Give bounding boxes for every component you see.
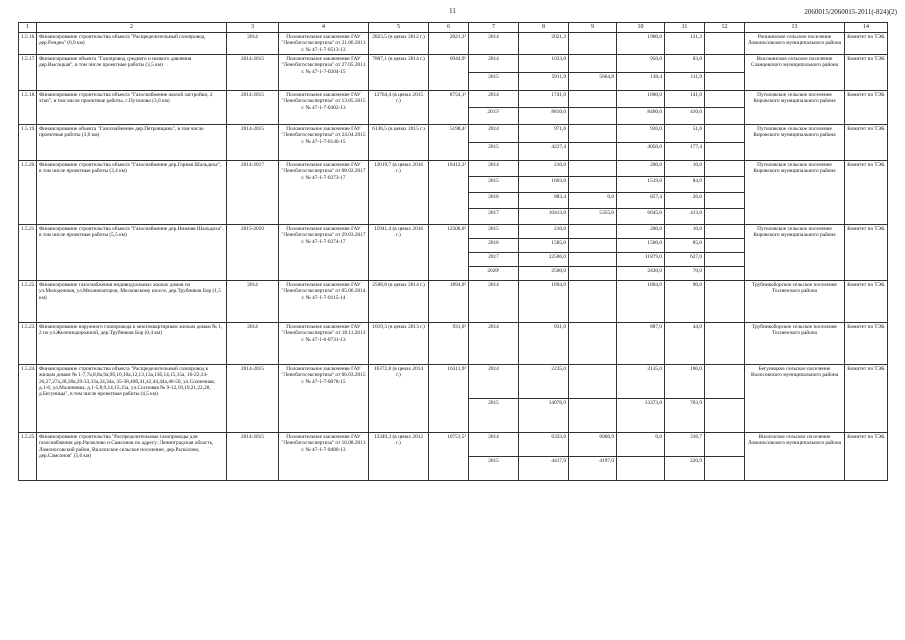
total-cell: 971,0 (519, 125, 569, 143)
local-cell: 90,0 (665, 281, 705, 323)
column-header: 1 (19, 23, 37, 33)
item-name: Финансирование строительства объекта "Распределительный газопровод к жилым домам № 1-7,7а,8,8а,9а,9б,10,10а,12,13,13а,13б,14,15,15а, 16-22,24-26,27,27а,28,28а,29-33,33а,34,34а, 35-38,40б,41,42,44,44а,46-50, ул.Солнечная, д.1-6, ул.Малиновка, д.1-5,8,9,14,15,15а, ул.Сосновая № 9-12,18,19,21,22,28, д.Бегуницы", в том числе проектные работы (4,5 км) (37, 365, 227, 433)
table-row (19, 161, 888, 177)
year-cell: 2014 (469, 365, 519, 399)
item-remaining-cost: 10751,5² (429, 433, 469, 481)
total-cell: 883,4 (519, 193, 569, 209)
total-cell: 210,0 (519, 161, 569, 177)
other-cell (705, 33, 745, 55)
regional-cell: 4050,0 (617, 143, 665, 161)
document-id: 2060015/2060015-2011(-824)(2) (804, 8, 897, 16)
total-cell: 1603,0 (519, 177, 569, 193)
total-cell: 4417,9 (519, 457, 569, 481)
total-cell: 1033,0 (519, 55, 569, 73)
item-organization: Комитет по ТЭК (845, 161, 888, 225)
year-cell: 2015 (469, 399, 519, 433)
federal-cell (569, 267, 617, 281)
regional-cell: 2135,0 (617, 365, 665, 399)
item-remaining-cost: 5198,4² (429, 125, 469, 161)
regional-cell: 1900,0 (617, 33, 665, 55)
year-cell: 2015 (469, 143, 519, 161)
item-remaining-cost: 10412,3² (429, 161, 469, 225)
column-header: 3 (227, 23, 279, 33)
item-recipient: Ропшинское сельское поселение Ломоносовского муниципального района (745, 33, 845, 55)
item-remaining-cost: 1894,0² (429, 281, 469, 323)
total-cell: 210,0 (519, 225, 569, 239)
other-cell (705, 365, 745, 399)
federal-cell (569, 91, 617, 108)
item-recipient: Путиловское сельское поселение Кировского муниципального района (745, 161, 845, 225)
regional-cell: 200,0 (617, 225, 665, 239)
item-name: Финансирование наружного газопровода к многоквартирным жилым домам № 1, 2 по ул.Железнодорожной, дер.Трубников Бор (0,4 км) (37, 323, 227, 365)
total-cell: 8810,0 (519, 108, 569, 125)
item-name: Финансирование объекта "Газоснабжение дер.Петровщина", в том числе проектные работы (3,0 км) (37, 125, 227, 161)
item-organization: Комитет по ТЭК (845, 225, 888, 281)
other-cell (705, 267, 745, 281)
regional-cell: 138,4 (617, 73, 665, 91)
item-remaining-cost: 6944,9² (429, 55, 469, 91)
item-expertise: Положительное заключение ГАУ "Леноблгосэкспертиза" от 21.06.2013 г. № 47-1-7-0513-13 (279, 33, 369, 55)
item-organization: Комитет по ТЭК (845, 281, 888, 323)
item-estimated-cost: 7807,1 (в ценах 2014 г.) (369, 55, 429, 91)
table-row (19, 91, 888, 108)
item-remaining-cost: 12506,0² (429, 225, 469, 281)
item-expertise: Положительное заключение ГАУ "Леноблгосэкспертиза" от 13.05.2015 г. № 47-1-7-0402-13 (279, 91, 369, 125)
federal-cell (569, 143, 617, 161)
item-name: Финансирование строительства объекта "Газоснабжение дер.Нижняя Шальдиха", в том числе проектные работы (5,5 км) (37, 225, 227, 281)
local-cell: 316,7 (665, 433, 705, 457)
total-cell: 2235,0 (519, 365, 569, 399)
total-cell: 10413,0 (519, 209, 569, 225)
regional-cell: 200,0 (617, 161, 665, 177)
local-cell: 410,0 (665, 108, 705, 125)
year-cell: 2017 (469, 253, 519, 267)
local-cell: 121,3 (665, 33, 705, 55)
total-cell: 2021,3 (519, 33, 569, 55)
local-cell: 100,0 (665, 365, 705, 399)
table-row (19, 125, 888, 143)
item-organization: Комитет по ТЭК (845, 33, 888, 55)
year-cell: 2017 (469, 209, 519, 225)
other-cell (705, 253, 745, 267)
other-cell (705, 193, 745, 209)
item-number: 1.5.21. (19, 225, 37, 281)
federal-cell: 0,0 (569, 193, 617, 209)
table-row (19, 225, 888, 239)
item-organization: Комитет по ТЭК (845, 55, 888, 91)
item-expertise: Положительное заключение ГАУ "Леноблгосэкспертиза" от 05.06.2014 г. № 47-1-7-0115-14 (279, 281, 369, 323)
item-expertise: Положительное заключение ГАУ "Леноблгосэкспертиза" от 18.11.2013 г. № 47-1-6-0731-13 (279, 323, 369, 365)
item-estimated-cost: 13349,3 (в ценах 2012 г.) (369, 433, 429, 481)
other-cell (705, 73, 745, 91)
item-name: Финансирование газоснабжения индивидуальных жилых домов по ул.Молодежная, ул.Механизаторов, Московскому шоссе, дер.Трубников Бор (1,5 км) (37, 281, 227, 323)
other-cell (705, 281, 745, 323)
regional-cell: 1519,0 (617, 177, 665, 193)
total-cell: 931,0 (519, 323, 569, 365)
column-header: 14 (845, 23, 888, 33)
item-number: 1.5.25. (19, 433, 37, 481)
federal-cell (569, 177, 617, 193)
federal-cell (569, 55, 617, 73)
item-number: 1.5.20. (19, 161, 37, 225)
total-cell: 6333,6 (519, 433, 569, 457)
item-recipient: Высокинское сельское поселение Сланцевского муниципального района (745, 55, 845, 91)
year-cell: 2014 (469, 281, 519, 323)
local-cell: 141,0 (665, 91, 705, 108)
header-row (19, 23, 888, 33)
year-cell: 2015 (469, 177, 519, 193)
year-cell: 2014 (469, 55, 519, 73)
item-organization: Комитет по ТЭК (845, 433, 888, 481)
column-header: 9 (569, 23, 617, 33)
federal-cell (569, 281, 617, 323)
item-number: 1.5.23. (19, 323, 37, 365)
other-cell (705, 433, 745, 457)
column-header: 13 (745, 23, 845, 33)
local-cell: 111,9 (665, 73, 705, 91)
item-recipient: Бегуницкое сельское поселение Волосовского муниципального района (745, 365, 845, 433)
total-cell: 2500,0 (519, 267, 569, 281)
local-cell: 627,0 (665, 253, 705, 267)
regional-cell: 857,4 (617, 193, 665, 209)
item-estimated-cost: 1019,3 (в ценах 2013 г.) (369, 323, 429, 365)
federal-cell: 6066,9 (569, 433, 617, 457)
local-cell: 703,9 (665, 399, 705, 433)
item-estimated-cost: 6136,5 (в ценах 2015 г.) (369, 125, 429, 161)
column-header: 7 (469, 23, 519, 33)
regional-cell: 6645,0 (617, 209, 665, 225)
item-number: 1.5.19. (19, 125, 37, 161)
other-cell (705, 323, 745, 365)
item-number: 1.5.16. (19, 33, 37, 55)
regional-cell: 1500,0 (617, 239, 665, 253)
regional-cell (617, 457, 665, 481)
year-cell: 2016 (469, 239, 519, 253)
regional-cell: 1804,0 (617, 281, 665, 323)
item-organization: Комитет по ТЭК (845, 323, 888, 365)
local-cell: 220,9 (665, 457, 705, 481)
item-period: 2014 (227, 281, 279, 323)
item-estimated-cost: 2508,8 (в ценах 2014 г.) (369, 281, 429, 323)
local-cell: 84,0 (665, 177, 705, 193)
item-period: 2014-2015 (227, 433, 279, 481)
item-expertise: Положительное заключение ГАУ "Леноблгосэкспертиза" от 24.04.2015 г. № 47-1-7-0146-15 (279, 125, 369, 161)
item-estimated-cost: 2823,5 (в ценах 2012 г.) (369, 33, 429, 55)
local-cell: 83,0 (665, 55, 705, 73)
year-cell: 2015 (469, 73, 519, 91)
federal-cell (569, 399, 617, 433)
year-cell: 2014 (469, 33, 519, 55)
item-recipient: Путиловское сельское поселение Кировского муниципального района (745, 125, 845, 161)
year-cell: 2014 (469, 125, 519, 143)
year-cell: 2015¹ (469, 108, 519, 125)
regional-cell: 1600,0 (617, 91, 665, 108)
column-header: 8 (519, 23, 569, 33)
item-organization: Комитет по ТЭК (845, 365, 888, 433)
regional-cell: 0,0 (617, 433, 665, 457)
other-cell (705, 239, 745, 253)
other-cell (705, 108, 745, 125)
column-header: 11 (665, 23, 705, 33)
table-row (19, 323, 888, 365)
total-cell: 12506,0 (519, 253, 569, 267)
item-estimated-cost: 12764,4 (в ценах 2015 г.) (369, 91, 429, 125)
item-period: 2014-2015 (227, 55, 279, 91)
other-cell (705, 161, 745, 177)
item-expertise: Положительное заключение ГАУ "Леноблгосэкспертиза" от 08.02.2017 г. № 47-1-7-0273-17 (279, 161, 369, 225)
total-cell: 1894,0 (519, 281, 569, 323)
item-number: 1.5.18. (19, 91, 37, 125)
other-cell (705, 457, 745, 481)
local-cell: 44,0 (665, 323, 705, 365)
page-number: 11 (449, 7, 456, 15)
federal-cell (569, 365, 617, 399)
table-row (19, 33, 888, 55)
regional-cell: 11879,0 (617, 253, 665, 267)
year-cell: 2016 (469, 193, 519, 209)
regional-cell: 8400,0 (617, 108, 665, 125)
other-cell (705, 91, 745, 108)
item-remaining-cost: 8754,1² (429, 91, 469, 125)
item-expertise: Положительное заключение ГАУ "Леноблгосэкспертиза" от 06.03.2015 г. № 47-1-7-0078-15 (279, 365, 369, 433)
other-cell (705, 177, 745, 193)
year-cell: 2020¹ (469, 267, 519, 281)
regional-cell: 887,0 (617, 323, 665, 365)
regional-cell: 13373,0 (617, 399, 665, 433)
item-recipient: Трубникоборское сельское поселение Тосненского района (745, 281, 845, 323)
item-estimated-cost: 16372,8 (в ценах 2014 г.) (369, 365, 429, 433)
local-cell: 26,0 (665, 193, 705, 209)
federal-cell (569, 323, 617, 365)
year-cell: 2014 (469, 433, 519, 457)
federal-cell (569, 225, 617, 239)
item-recipient: Путиловское сельское поселение Кировского муниципального района (745, 225, 845, 281)
item-number: 1.5.22. (19, 281, 37, 323)
item-name: Финансирование строительства "Распределительные газопроводы для газоснабжения дер.Расколово и Самсонов по адресу: Ленинградская область, Ломоносовский район, Виллозское сельское поселение, дер.Расколово, дер.Самсонов" (5,6 км) (37, 433, 227, 481)
item-period: 2015-2020 (227, 225, 279, 281)
column-header: 4 (279, 23, 369, 33)
item-remaining-cost: 2021,3² (429, 33, 469, 55)
item-period: 2014 (227, 33, 279, 55)
program-table (18, 22, 888, 481)
item-period: 2014-2015 (227, 125, 279, 161)
other-cell (705, 143, 745, 161)
year-cell: 2015 (469, 225, 519, 239)
local-cell: 177,4 (665, 143, 705, 161)
column-header: 5 (369, 23, 429, 33)
item-name: Финансирование строительства объекта "Распределительный газопровод, дер.Рондеа" (0,9 км) (37, 33, 227, 55)
item-remaining-cost: 16311,9² (429, 365, 469, 433)
local-cell: 10,0 (665, 225, 705, 239)
local-cell: 70,0 (665, 267, 705, 281)
local-cell: 10,0 (665, 161, 705, 177)
item-period: 2014 (227, 323, 279, 365)
item-expertise: Положительное заключение ГАУ "Леноблгосэкспертиза" от 27.05.2013 г. № 47-1-7-0204-15 (279, 55, 369, 91)
federal-cell (569, 108, 617, 125)
local-cell: 51,0 (665, 125, 705, 143)
column-header: 10 (617, 23, 665, 33)
federal-cell (569, 253, 617, 267)
federal-cell (569, 239, 617, 253)
total-cell: 1585,0 (519, 239, 569, 253)
item-estimated-cost: 15941,4 (в ценах 2016 г.) (369, 225, 429, 281)
item-number: 1.5.24. (19, 365, 37, 433)
federal-cell: 5355,0 (569, 209, 617, 225)
item-organization: Комитет по ТЭК (845, 91, 888, 125)
item-name: Финансирование объекта "Газопровод среднего и низкого давления дер.Высоцкая", в том числе проектные работы (3,5 км) (37, 55, 227, 91)
item-expertise: Положительное заключение ГАУ "Леноблгосэкспертиза" от 29.03.2017 г. № 47-1-7-0274-17 (279, 225, 369, 281)
federal-cell: 4197,0 (569, 457, 617, 481)
regional-cell: 2430,0 (617, 267, 665, 281)
item-remaining-cost: 931,0² (429, 323, 469, 365)
item-recipient: Путиловское сельское поселение Кировского муниципального района (745, 91, 845, 125)
other-cell (705, 225, 745, 239)
item-period: 2014-2015 (227, 91, 279, 125)
year-cell: 2014 (469, 91, 519, 108)
federal-cell (569, 33, 617, 55)
item-period: 2014-2015 (227, 365, 279, 433)
item-period: 2014-2017 (227, 161, 279, 225)
table-row (19, 365, 888, 399)
table-row (19, 433, 888, 457)
item-recipient: Виллозское сельское поселение Ломоносовского муниципального района (745, 433, 845, 481)
total-cell: 4227,4 (519, 143, 569, 161)
regional-cell: 920,0 (617, 125, 665, 143)
table-row (19, 281, 888, 323)
federal-cell: 5664,8 (569, 73, 617, 91)
total-cell: 14076,9 (519, 399, 569, 433)
item-estimated-cost: 12019,7 (в ценах 2016 г.) (369, 161, 429, 225)
local-cell: 85,0 (665, 239, 705, 253)
year-cell: 2015 (469, 457, 519, 481)
other-cell (705, 209, 745, 225)
item-name: Финансирование строительства объекта "Газоснабжение жилой застройки, 2 этап", в том числе проектные работы, с.Путилово (3,0 км) (37, 91, 227, 125)
other-cell (705, 55, 745, 73)
other-cell (705, 125, 745, 143)
column-header: 12 (705, 23, 745, 33)
table-row (19, 55, 888, 73)
item-recipient: Трубникоборское сельское поселение Тосненского района (745, 323, 845, 365)
year-cell: 2014 (469, 161, 519, 177)
column-header: 6 (429, 23, 469, 33)
federal-cell (569, 125, 617, 143)
item-name: Финансирование строительства объекта "Газоснабжение дер.Горная Шальдиха", в том числе проектные работы (3,4 км) (37, 161, 227, 225)
column-header: 2 (37, 23, 227, 33)
other-cell (705, 399, 745, 433)
regional-cell: 950,0 (617, 55, 665, 73)
item-expertise: Положительное заключение ГАУ "Леноблгосэкспертиза" от 16.08.2013 г. № 47-1-7-0480-13 (279, 433, 369, 481)
local-cell: 413,0 (665, 209, 705, 225)
total-cell: 5911,9 (519, 73, 569, 91)
item-organization: Комитет по ТЭК (845, 125, 888, 161)
total-cell: 1741,0 (519, 91, 569, 108)
year-cell: 2014 (469, 323, 519, 365)
federal-cell (569, 161, 617, 177)
item-number: 1.5.17. (19, 55, 37, 91)
